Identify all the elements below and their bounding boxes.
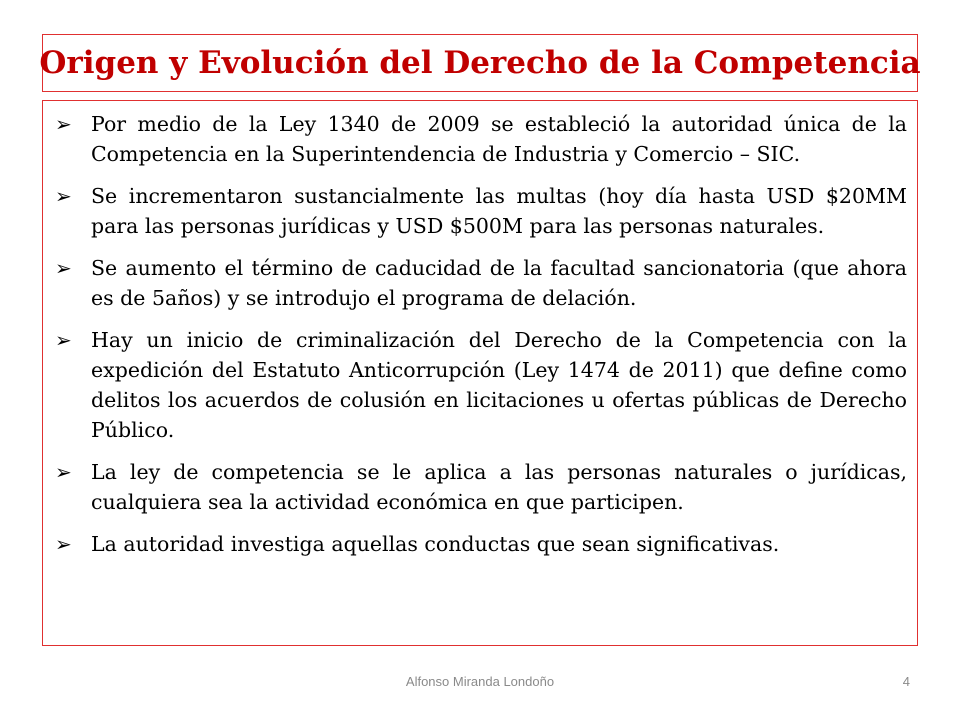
bullet-item <box>53 253 907 313</box>
bullet-text: Hay un inicio de criminalización del Derecho de la Competencia con la expedición del Estatuto Anticorrupción (Ley 1474 de 2011) que define como delitos los acuerdos de colusión en licitaciones u ofertas públicas de Derecho Público. <box>91 328 907 442</box>
bullet-text: La autoridad investiga aquellas conductas que sean significativas. <box>91 532 780 556</box>
arrow-bullet-icon: ➢ <box>55 112 72 136</box>
bullet-text: Se aumento el término de caducidad de la facultad sancionatoria (que ahora es de 5años) y se introdujo el programa de delación. <box>91 256 907 310</box>
bullet-item <box>53 457 907 517</box>
bullet-text: Se incrementaron sustancialmente las multas (hoy día hasta USD $20MM para las personas jurídicas y USD $500M para las personas naturales. <box>91 184 907 238</box>
bullet-item <box>53 325 907 445</box>
arrow-bullet-icon: ➢ <box>55 532 72 556</box>
footer-author: Alfonso Miranda Londoño <box>405 674 555 689</box>
bullet-item <box>53 529 907 559</box>
bullet-item <box>53 109 907 169</box>
bullet-text: Por medio de la Ley 1340 de 2009 se estableció la autoridad única de la Competencia en la Superintendencia de Industria y Comercio – SIC. <box>91 112 907 166</box>
slide-title: Origen y Evolución del Derecho de la Competencia <box>39 45 921 81</box>
bullet-text: La ley de competencia se le aplica a las personas naturales o jurídicas, cualquiera sea la actividad económica en que participen. <box>91 460 907 514</box>
arrow-bullet-icon: ➢ <box>55 328 72 352</box>
title-box <box>39 34 921 92</box>
page-number: 4 <box>902 674 910 689</box>
content-box <box>42 100 918 646</box>
arrow-bullet-icon: ➢ <box>55 184 72 208</box>
bullet-item <box>53 181 907 241</box>
bullet-list <box>53 109 907 559</box>
arrow-bullet-icon: ➢ <box>55 256 72 280</box>
arrow-bullet-icon: ➢ <box>55 460 72 484</box>
